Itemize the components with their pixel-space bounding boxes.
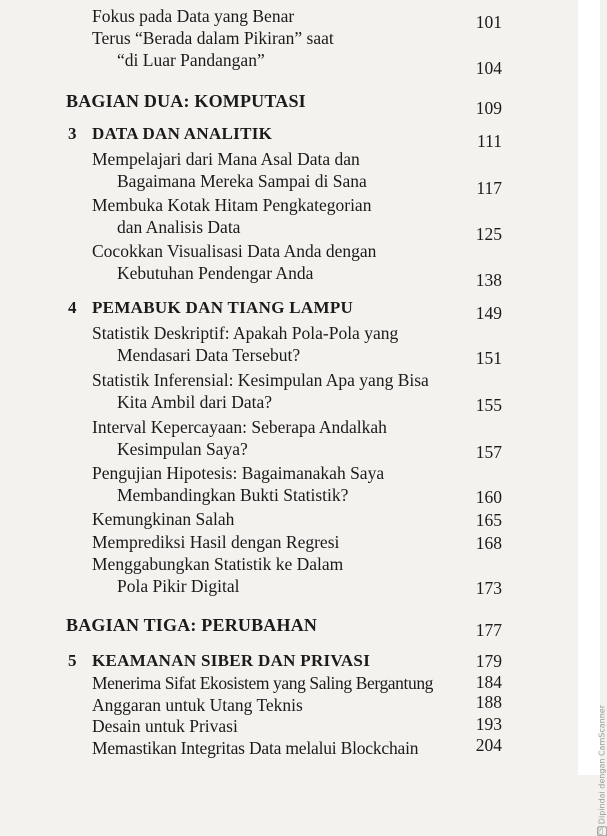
chapter-number: 3 <box>68 124 77 143</box>
toc-entry-title-continued: Bagaimana Mereka Sampai di Sana <box>117 171 367 191</box>
toc-entry-title-continued: Kesimpulan Saya? <box>117 439 248 459</box>
toc-entry-title-continued: Kebutuhan Pendengar Anda <box>117 263 314 283</box>
toc-entry-title: Mempelajari dari Mana Asal Data dan <box>92 149 360 169</box>
toc-page-number: 125 <box>475 224 502 244</box>
toc-entry-title: Kemungkinan Salah <box>92 509 235 529</box>
toc-page-number: 155 <box>475 395 502 415</box>
toc-page-number: 149 <box>475 303 502 323</box>
toc-page-number: 138 <box>475 270 502 290</box>
toc-entry-title: Pengujian Hipotesis: Bagaimanakah Saya <box>92 463 385 483</box>
toc-entry-title-continued: Membandingkan Bukti Statistik? <box>117 485 349 505</box>
toc-entry-title-continued: Mendasari Data Tersebut? <box>117 345 301 365</box>
toc-page-number: 157 <box>475 442 502 462</box>
toc-page-number: 101 <box>475 12 502 32</box>
chapter-heading: DATA DAN ANALITIK <box>92 124 273 143</box>
chapter-number: 4 <box>68 298 77 317</box>
toc-page-number: 168 <box>475 533 502 553</box>
toc-entry-title: Terus “Berada dalam Pikiran” saat <box>92 28 334 48</box>
toc-entry-title: Anggaran untuk Utang Teknis <box>92 695 303 715</box>
toc-page-number: 173 <box>475 578 502 598</box>
scanner-watermark <box>597 705 607 836</box>
toc-entry-title: Statistik Inferensial: Kesimpulan Apa yang Bisa <box>92 370 429 390</box>
toc-page-number: 104 <box>475 58 502 78</box>
toc-entry-title-continued: Pola Pikir Digital <box>117 576 240 596</box>
toc-entry-title: Memprediksi Hasil dengan Regresi <box>92 532 340 552</box>
toc-page-number: 184 <box>475 672 502 692</box>
toc-page-number: 179 <box>475 651 502 671</box>
watermark-text: Dipindai dengan CamScanner <box>597 705 607 825</box>
toc-entry-title: Interval Kepercayaan: Seberapa Andalkah <box>92 417 387 437</box>
scanner-margin <box>578 0 607 836</box>
toc-entry-title: Desain untuk Privasi <box>92 716 238 736</box>
toc-page-number: 193 <box>475 714 502 734</box>
toc-entry-title: Fokus pada Data yang Benar <box>92 6 295 26</box>
part-heading: BAGIAN DUA: KOMPUTASI <box>66 91 306 111</box>
toc-entry-title: Statistik Deskriptif: Apakah Pola-Pola yang <box>92 323 399 343</box>
toc-page-number: 109 <box>475 98 502 118</box>
toc-page-number: 204 <box>475 735 502 755</box>
toc-entry-title: Menggabungkan Statistik ke Dalam <box>92 554 344 574</box>
part-heading: BAGIAN TIGA: PERUBAHAN <box>66 615 318 635</box>
chapter-number: 5 <box>68 651 77 670</box>
toc-entry-title: Cocokkan Visualisasi Data Anda dengan <box>92 241 377 261</box>
toc-page-number: 111 <box>477 131 502 151</box>
toc-entry-title-continued: Kita Ambil dari Data? <box>117 392 273 412</box>
chapter-heading: KEAMANAN SIBER DAN PRIVASI <box>92 651 371 670</box>
toc-page-number: 188 <box>475 692 502 712</box>
toc-entry-title-continued: dan Analisis Data <box>117 217 241 237</box>
toc-entry-title: Menerima Sifat Ekosistem yang Saling Bergantung <box>92 673 434 693</box>
toc-entry-title: Membuka Kotak Hitam Pengkategorian <box>92 195 372 215</box>
toc-page-number: 117 <box>476 178 502 198</box>
chapter-heading: PEMABUK DAN TIANG LAMPU <box>92 298 354 317</box>
toc-page-number: 151 <box>475 348 502 368</box>
toc-page-number: 160 <box>475 487 502 507</box>
toc-page-number: 177 <box>475 620 502 640</box>
toc-page-number: 165 <box>475 510 502 530</box>
toc-entry-title: Memastikan Integritas Data melalui Blockchain <box>92 738 419 758</box>
camscanner-logo-icon: CS <box>598 827 605 836</box>
toc-entry-title-continued: “di Luar Pandangan” <box>117 50 265 70</box>
